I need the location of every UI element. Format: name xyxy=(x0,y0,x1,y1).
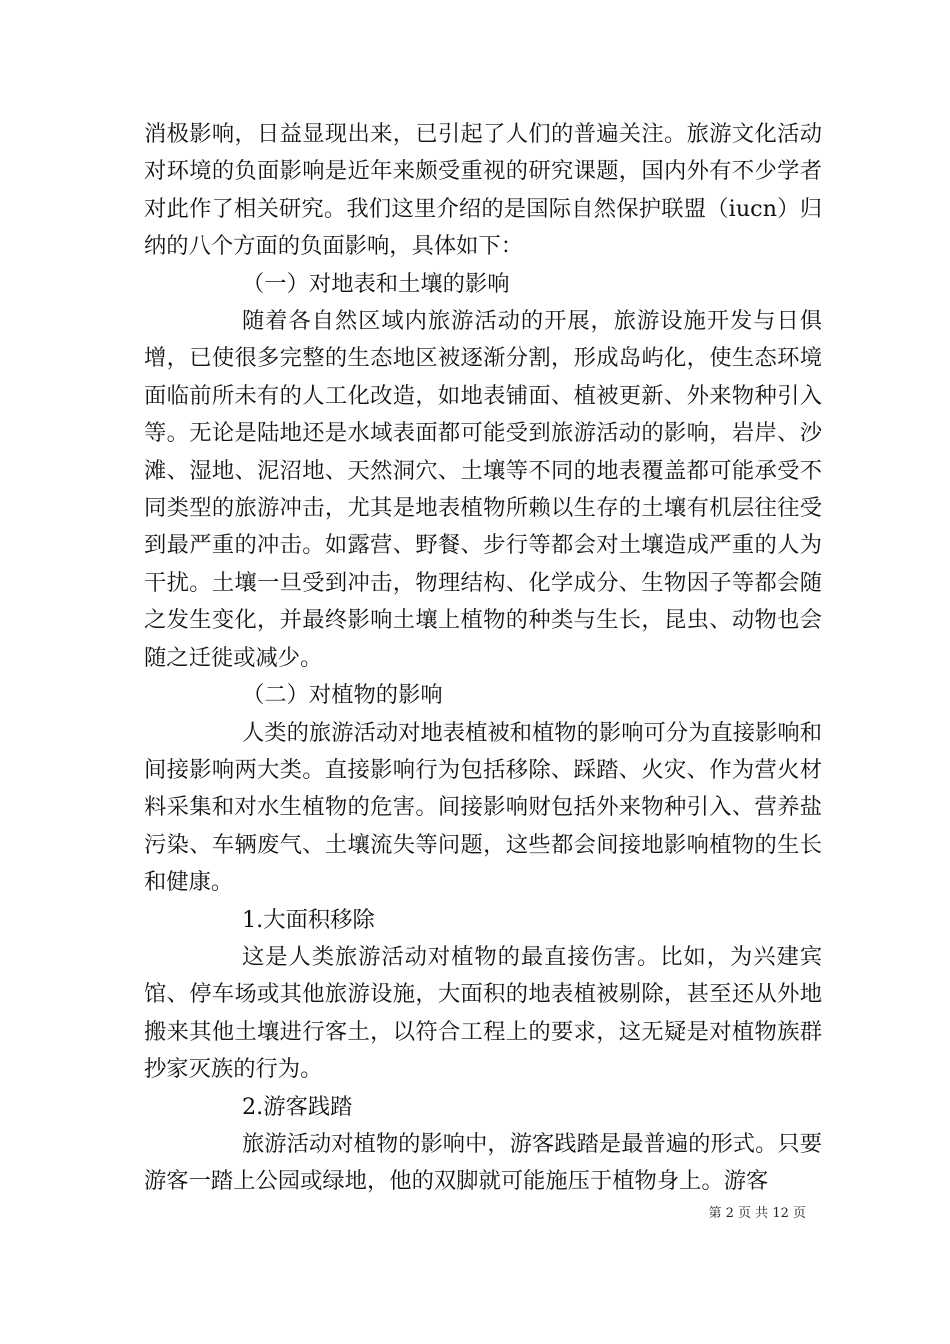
paragraph-plants: 人类的旅游活动对地表植被和植物的影响可分为直接影响和间接影响两大类。直接影响行为包括移除、踩踏、火灾、作为营火材料采集和对水生植物的危害。间接影响财包括外来物种引入、营养盐污染、车辆废气、土壤流失等问题，这些都会间接地影响植物的生长和健康。 xyxy=(144,719,822,896)
section-heading-surface-soil: （一）对地表和土壤的影响 xyxy=(242,270,510,297)
section-heading-plants: （二）对植物的影响 xyxy=(242,682,443,709)
paragraph-large-removal: 这是人类旅游活动对植物的最直接伤害。比如，为兴建宾馆、停车场或其他旅游设施，大面积的地表植被剔除，甚至还从外地搬来其他土壤进行客土，以符合工程上的要求，这无疑是对植物族群抄家灭族的行为。 xyxy=(144,943,822,1083)
subheading-trampling: 2.游客践踏 xyxy=(242,1093,353,1120)
subheading-large-removal: 1.大面积移除 xyxy=(242,906,375,933)
paragraph-continuation: 消极影响，日益显现出来，已引起了人们的普遍关注。旅游文化活动对环境的负面影响是近年来颇受重视的研究课题，国内外有不少学者对此作了相关研究。我们这里介绍的是国际自然保护联盟（iucn）归纳的八个方面的负面影响，具体如下： xyxy=(144,121,822,260)
paragraph-trampling: 旅游活动对植物的影响中，游客践踏是最普遍的形式。只要游客一踏上公园或绿地，他的双脚就可能施压于植物身上。游客 xyxy=(144,1130,822,1195)
page-number-footer: 第 2 页 共 12 页 xyxy=(708,1206,806,1221)
paragraph-surface-soil: 随着各自然区域内旅游活动的开展，旅游设施开发与日俱增，已使很多完整的生态地区被逐渐分割，形成岛屿化，使生态环境面临前所未有的人工化改造，如地表铺面、植被更新、外来物种引入等。无论是陆地还是水域表面都可能受到旅游活动的影响，岩岸、沙滩、湿地、泥沼地、天然洞穴、土壤等不同的地表覆盖都可能承受不同类型的旅游冲击，尤其是地表植物所赖以生存的土壤有机层往往受到最严重的冲击。如露营、野餐、步行等都会对土壤造成严重的人为干扰。土壤一旦受到冲击，物理结构、化学成分、生物因子等都会随之发生变化，并最终影响土壤上植物的种类与生长，昆虫、动物也会随之迁徙或减少。 xyxy=(144,308,822,671)
document-body xyxy=(144,116,822,1201)
